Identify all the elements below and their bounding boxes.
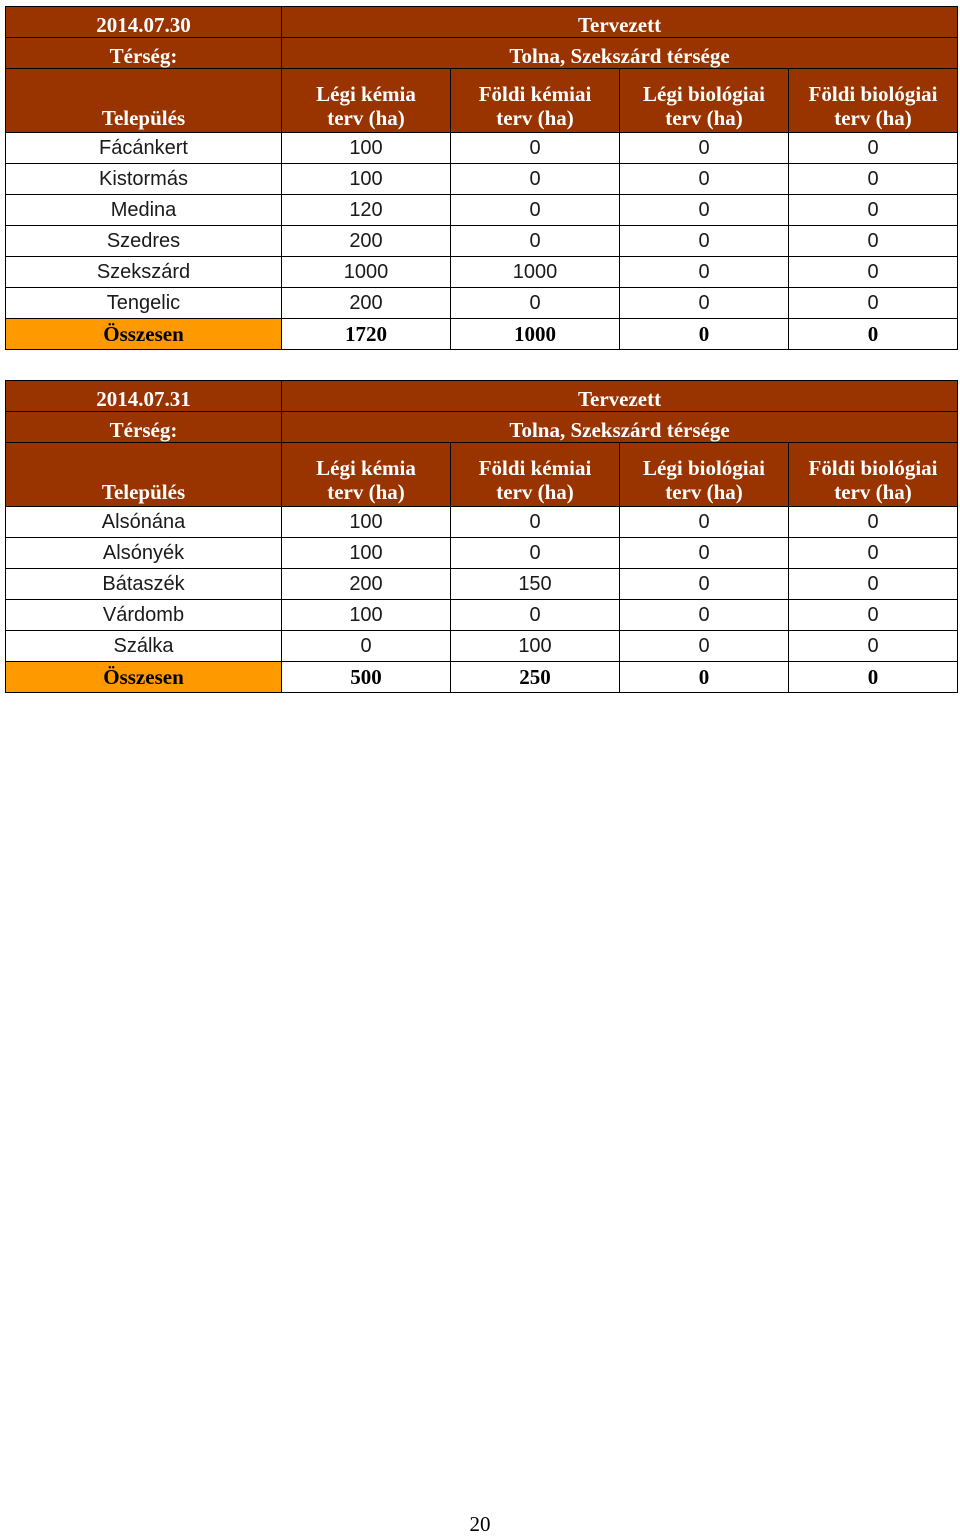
value-cell: 0 — [451, 226, 620, 257]
value-cell: 0 — [451, 164, 620, 195]
settlement-name: Szálka — [6, 631, 282, 662]
value-cell: 200 — [282, 569, 451, 600]
total-row — [6, 319, 958, 350]
value-cell: 0 — [620, 133, 789, 164]
value-cell: 100 — [451, 631, 620, 662]
settlement-name: Bátaszék — [6, 569, 282, 600]
page-number: 20 — [469, 1512, 491, 1536]
column-header-aerial-biological — [620, 69, 789, 133]
value-cell: 0 — [789, 631, 958, 662]
table-date: 2014.07.30 — [6, 7, 282, 38]
column-header-settlement: Település — [6, 69, 282, 133]
value-cell: 0 — [789, 507, 958, 538]
value-cell: 0 — [789, 164, 958, 195]
value-cell: 0 — [451, 538, 620, 569]
value-cell: 0 — [620, 631, 789, 662]
column-header-aerial-biological — [620, 443, 789, 507]
value-cell: 0 — [620, 257, 789, 288]
value-cell: 0 — [789, 133, 958, 164]
value-cell: 0 — [789, 288, 958, 319]
region-label: Térség: — [6, 38, 282, 69]
column-header-line: terv (ha) — [496, 106, 574, 130]
value-cell: 0 — [620, 226, 789, 257]
column-header-line: Légi biológiai — [643, 456, 765, 480]
settlement-name: Alsónyék — [6, 538, 282, 569]
column-header-line: Légi biológiai — [643, 82, 765, 106]
settlement-name: Szekszárd — [6, 257, 282, 288]
column-header-settlement: Település — [6, 443, 282, 507]
value-cell: 0 — [620, 507, 789, 538]
settlement-name: Szedres — [6, 226, 282, 257]
region-name: Tolna, Szekszárd térsége — [282, 412, 958, 443]
total-value: 0 — [620, 662, 789, 693]
value-cell: 1000 — [282, 257, 451, 288]
total-value: 0 — [620, 319, 789, 350]
spray-plan-table-1 — [5, 6, 958, 350]
table-row — [6, 507, 958, 538]
column-header-line: terv (ha) — [496, 480, 574, 504]
value-cell: 0 — [620, 164, 789, 195]
value-cell: 0 — [789, 257, 958, 288]
table-row — [6, 538, 958, 569]
value-cell: 0 — [451, 507, 620, 538]
value-cell: 0 — [789, 538, 958, 569]
value-cell: 200 — [282, 226, 451, 257]
column-header-line: Földi kémiai — [478, 456, 592, 480]
value-cell: 0 — [789, 569, 958, 600]
total-label: Összesen — [6, 662, 282, 693]
column-header-line: terv (ha) — [665, 480, 743, 504]
total-row — [6, 662, 958, 693]
value-cell: 0 — [789, 226, 958, 257]
total-value: 1000 — [451, 319, 620, 350]
column-header-ground-chemical — [451, 69, 620, 133]
planned-label: Tervezett — [282, 7, 958, 38]
column-header-line: Földi biológiai — [808, 456, 938, 480]
column-header-line: Légi kémia — [316, 456, 416, 480]
settlement-name: Medina — [6, 195, 282, 226]
table-row — [6, 631, 958, 662]
value-cell: 0 — [451, 288, 620, 319]
value-cell: 0 — [451, 195, 620, 226]
column-header-line: Földi biológiai — [808, 82, 938, 106]
settlement-name: Kistormás — [6, 164, 282, 195]
column-header-aerial-chemical — [282, 69, 451, 133]
settlement-name: Fácánkert — [6, 133, 282, 164]
settlement-name: Alsónána — [6, 507, 282, 538]
region-label: Térség: — [6, 412, 282, 443]
spray-plan-table-2 — [5, 380, 958, 693]
total-value: 0 — [789, 662, 958, 693]
total-value: 250 — [451, 662, 620, 693]
value-cell: 0 — [620, 288, 789, 319]
table-row — [6, 288, 958, 319]
settlement-name: Várdomb — [6, 600, 282, 631]
value-cell: 0 — [451, 600, 620, 631]
table-row — [6, 133, 958, 164]
value-cell: 120 — [282, 195, 451, 226]
table-row — [6, 195, 958, 226]
total-value: 1720 — [282, 319, 451, 350]
table-row — [6, 257, 958, 288]
column-header-line: Légi kémia — [316, 82, 416, 106]
column-header-line: terv (ha) — [327, 106, 405, 130]
column-header-line: terv (ha) — [834, 106, 912, 130]
value-cell: 0 — [620, 195, 789, 226]
total-value: 500 — [282, 662, 451, 693]
value-cell: 100 — [282, 133, 451, 164]
value-cell: 100 — [282, 507, 451, 538]
value-cell: 100 — [282, 600, 451, 631]
value-cell: 100 — [282, 164, 451, 195]
value-cell: 200 — [282, 288, 451, 319]
value-cell: 0 — [620, 538, 789, 569]
column-header-line: terv (ha) — [665, 106, 743, 130]
region-name: Tolna, Szekszárd térsége — [282, 38, 958, 69]
column-header-aerial-chemical — [282, 443, 451, 507]
table-row — [6, 164, 958, 195]
value-cell: 0 — [282, 631, 451, 662]
value-cell: 0 — [789, 195, 958, 226]
column-header-ground-chemical — [451, 443, 620, 507]
value-cell: 150 — [451, 569, 620, 600]
planned-label: Tervezett — [282, 381, 958, 412]
value-cell: 1000 — [451, 257, 620, 288]
total-label: Összesen — [6, 319, 282, 350]
table-row — [6, 226, 958, 257]
table-row — [6, 569, 958, 600]
value-cell: 0 — [620, 569, 789, 600]
column-header-ground-biological — [789, 443, 958, 507]
value-cell: 0 — [789, 600, 958, 631]
total-value: 0 — [789, 319, 958, 350]
column-header-line: terv (ha) — [327, 480, 405, 504]
column-header-line: Földi kémiai — [478, 82, 592, 106]
settlement-name: Tengelic — [6, 288, 282, 319]
table-row — [6, 600, 958, 631]
column-header-ground-biological — [789, 69, 958, 133]
value-cell: 0 — [620, 600, 789, 631]
column-header-line: terv (ha) — [834, 480, 912, 504]
value-cell: 0 — [451, 133, 620, 164]
table-date: 2014.07.31 — [6, 381, 282, 412]
value-cell: 100 — [282, 538, 451, 569]
